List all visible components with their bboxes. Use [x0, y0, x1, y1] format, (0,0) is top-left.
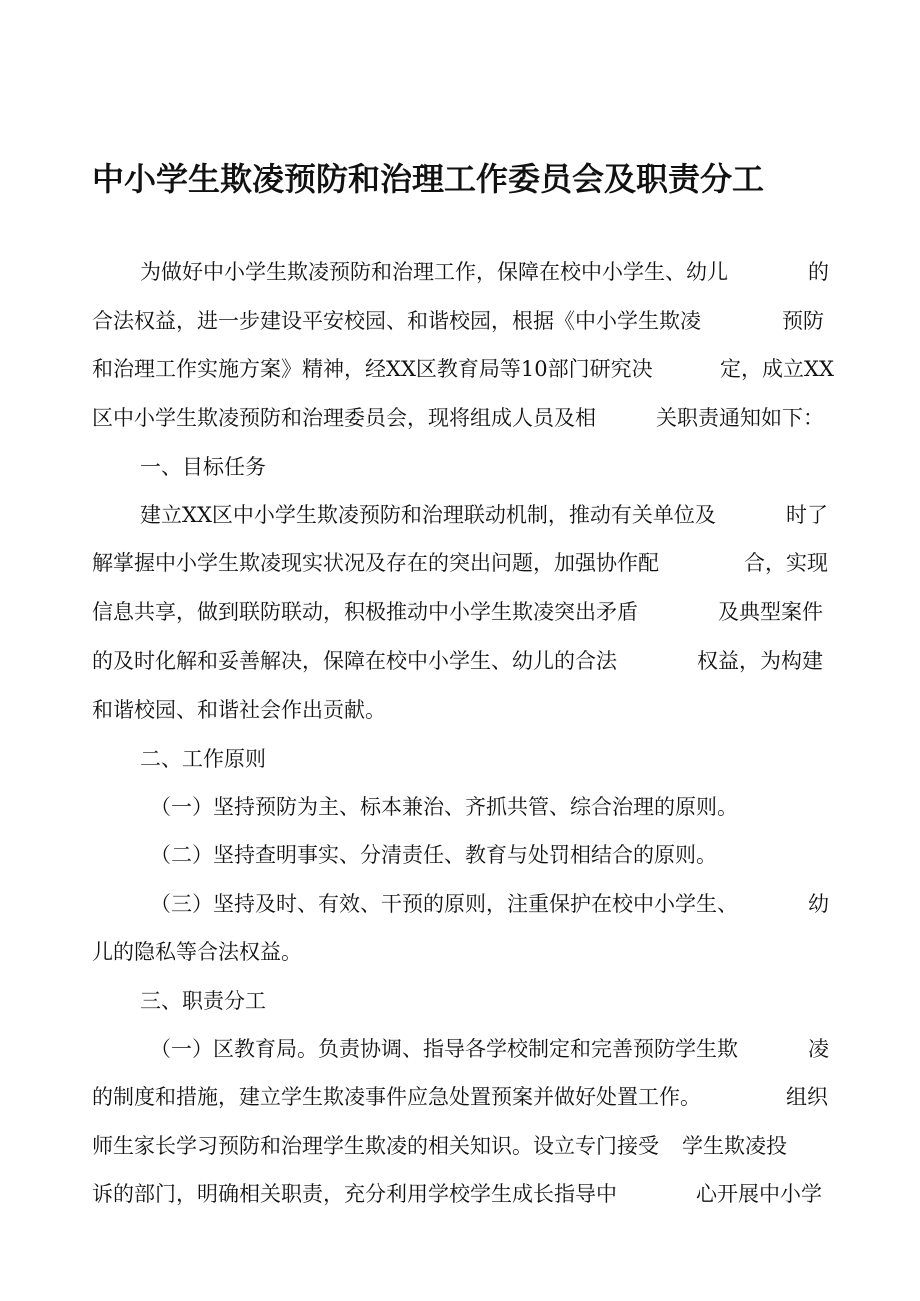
paragraph-text: 组织	[786, 1085, 828, 1109]
paragraph-line	[0, 791, 920, 823]
intro-text: 预防	[782, 309, 824, 333]
paragraph-text: 信息共享，做到联防联动，积极推动中小学生欺凌突出矛盾	[92, 600, 638, 624]
paragraph-text: 儿的隐私等合法权益。	[92, 940, 302, 964]
paragraph-text: 诉的部门，明确相关职责，充分利用学校学生成长指导中	[92, 1182, 617, 1206]
intro-text: 合法权益，进一步建设平安校园、和谐校园，根据《中小学生欺凌	[92, 309, 701, 333]
paragraph-line	[0, 596, 920, 628]
paragraph-text: 学生欺凌投	[682, 1134, 787, 1158]
paragraph-text: 的及时化解和妥善解决，保障在校中小学生、幼儿的合法	[92, 649, 617, 673]
paragraph-line	[0, 547, 920, 579]
paragraph-text: 建立XX区中小学生欺凌预防和治理联动机制，推动有关单位及	[140, 503, 716, 527]
intro-text: 关职责通知如下：	[656, 406, 824, 430]
intro-text: 为做好中小学生欺凌预防和治理工作，保障在校中小学生、幼儿	[140, 260, 728, 284]
paragraph-text: （一）坚持预防为主、标本兼治、齐抓共管、综合治理的原则。	[150, 795, 738, 819]
paragraph-text: 的制度和措施，建立学生欺凌事件应急处置预案并做好处置工作。	[92, 1085, 701, 1109]
section-heading: 二、工作原则	[140, 747, 266, 771]
intro-line	[0, 402, 920, 434]
section-heading: 三、职责分工	[140, 989, 266, 1013]
paragraph-text: 及典型案件	[718, 600, 823, 624]
paragraph-line	[0, 936, 920, 968]
paragraph-line	[0, 839, 920, 871]
paragraph-line	[0, 1130, 920, 1162]
intro-line	[0, 305, 920, 337]
paragraph-line	[0, 1033, 920, 1065]
paragraph-text: 和谐校园、和谐社会作出贡献。	[92, 698, 386, 722]
paragraph-line	[0, 694, 920, 726]
intro-text: 区中小学生欺凌预防和治理委员会，现将组成人员及相	[92, 406, 596, 430]
paragraph-line	[0, 1081, 920, 1113]
paragraph-text: 师生家长学习预防和治理学生欺凌的相关知识。设立专门接受	[92, 1134, 659, 1158]
section-heading: 一、目标任务	[140, 455, 266, 479]
paragraph-text: （三）坚持及时、有效、干预的原则，注重保护在校中小学生、	[150, 892, 738, 916]
intro-line	[0, 353, 920, 385]
intro-text: 和治理工作实施方案》精神，经XX区教育局等10部门研究决	[92, 357, 653, 381]
intro-line	[0, 256, 920, 288]
intro-text: 定，成立XX	[720, 357, 834, 381]
paragraph-text: 幼	[808, 892, 829, 916]
paragraph-line	[0, 1178, 920, 1210]
paragraph-text: 心开展中小学	[696, 1182, 822, 1206]
paragraph-line	[0, 645, 920, 677]
paragraph-text: 解掌握中小学生欺凌现实状况及存在的突出问题，加强协作配	[92, 551, 659, 575]
paragraph-text: 合，实现	[744, 551, 828, 575]
paragraph-line	[0, 888, 920, 920]
paragraph-line	[0, 499, 920, 531]
paragraph-text: 凌	[808, 1037, 829, 1061]
paragraph-text: 时了	[786, 503, 828, 527]
paragraph-text: （二）坚持查明事实、分清责任、教育与处罚相结合的原则。	[150, 843, 717, 867]
paragraph-text: （一）区教育局。负责协调、指导各学校制定和完善预防学生欺	[150, 1037, 738, 1061]
document-title: 中小学生欺凌预防和治理工作委员会及职责分工	[92, 160, 765, 198]
intro-text: 的	[808, 260, 829, 284]
paragraph-text: 权益，为构建	[697, 649, 823, 673]
